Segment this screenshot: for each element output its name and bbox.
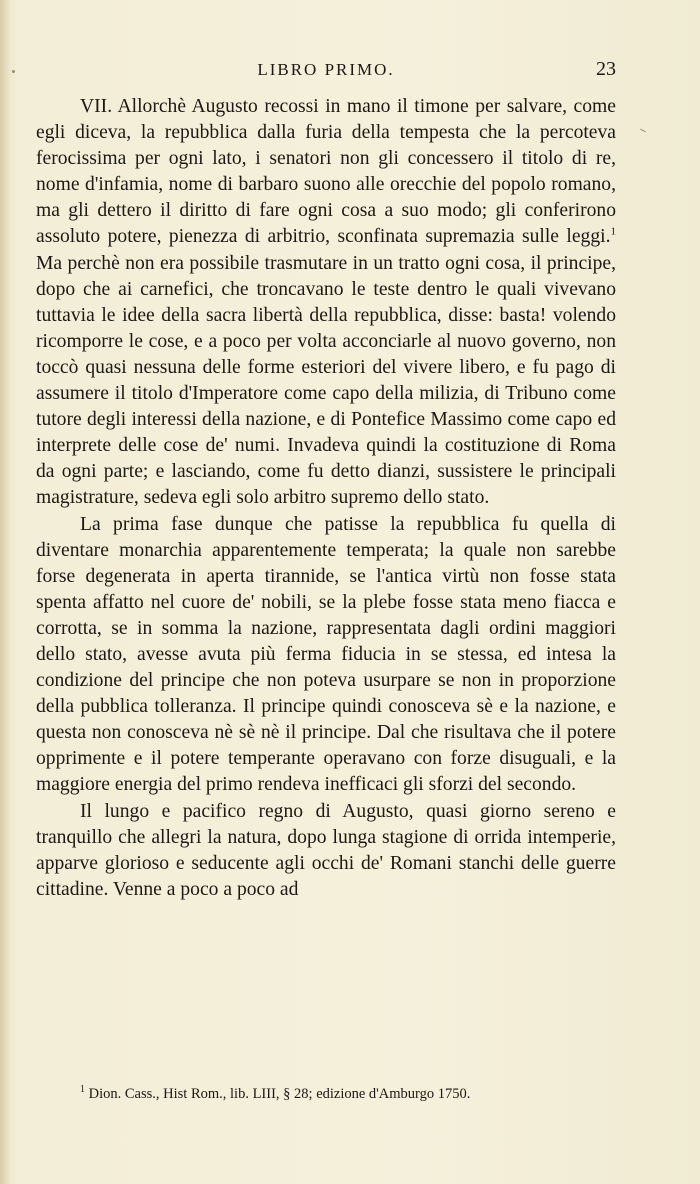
footnote-text: Dion. Cass., Hist Rom., lib. LIII, § 28; edizione d'Amburgo 1750.	[88, 1086, 471, 1102]
footnote-marker: 1	[80, 1084, 85, 1096]
paragraph: Il lungo e pacifico regno di Augusto, quasi giorno sereno e tranquillo che allegri la natura, dopo lunga stagione di orrida intemperie, apparve glorioso e seducente agli occhi de' Romani stanchi delle guerre cittadine. Venne a poco a poco ad	[36, 800, 616, 900]
running-title: LIBRO PRIMO.	[257, 60, 395, 79]
footnote	[36, 1084, 616, 1104]
footnote-reference[interactable]: 1	[610, 225, 616, 238]
paper-speck	[12, 70, 15, 73]
paragraph-text: Ma perchè non era possibile trasmutare in un tratto ogni cosa, il principe, dopo che ai carnefici, che troncavano le teste dentro le quali vivevano tuttavia le idee della sacra libertà della repubblica, disse: basta! volendo ricomporre le cose, e a poco per volta acconciarle al nuovo governo, non toccò quasi nessuna delle forme esteriori del vivere libero, e fu pago di assumere il titolo d'Imperatore come capo della milizia, di Tribuno come tutore degli interessi della nazione, e di Pontefice Massimo come capo ed interprete delle cose de' numi. Invadeva quindi la costituzione di Roma da ogni parte; e lasciando, come fu detto dianzi, sussistere le principali magistrature, sedeva egli solo arbitro supremo dello stato.	[36, 252, 616, 509]
page-spine-shadow	[0, 0, 10, 1184]
paragraph-text: VII. Allorchè Augusto recossi in mano il timone per salvare, come egli diceva, la repubblica dalla furia della tempesta che la percoteva ferocissima per ogni lato, i senatori non gli concessero il titolo di re, nome d'infamia, nome di barbaro suono alle orecchie del popolo romano, ma gli dettero il diritto di fare ogni cosa a suo modo; gli conferirono assoluto potere, pienezza di arbitrio, sconfinata supremazia sulle leggi.	[36, 96, 616, 248]
paragraph	[36, 94, 616, 512]
paragraph: La prima fase dunque che patisse la repubblica fu quella di diventare monarchia apparentemente temperata; la quale non sarebbe forse degenerata in aperta tirannide, se l'antica virtù non fosse stata spenta affatto nel cuore de' nobili, se la plebe fosse stata meno fiacca e corrotta, se in somma la nazione, rappresentata dagli ordini maggiori dello stato, avesse avuta più ferma fiducia in se stessa, ed intesa la condizione del principe che non poteva usurpare se non in proporzione della pubblica tolleranza. Il principe quindi conosceva sè e la nazione, e questa non conosceva nè sè nè il principe. Dal che risultava che il potere opprimente e il potere temperante operavano con forze disuguali, e la maggiore energia del primo rendeva inefficaci gli sforzi del secondo.	[36, 513, 616, 796]
page-number: 23	[596, 58, 616, 80]
body-text	[36, 94, 616, 903]
page-header	[36, 58, 616, 84]
paper-speck	[640, 129, 646, 132]
